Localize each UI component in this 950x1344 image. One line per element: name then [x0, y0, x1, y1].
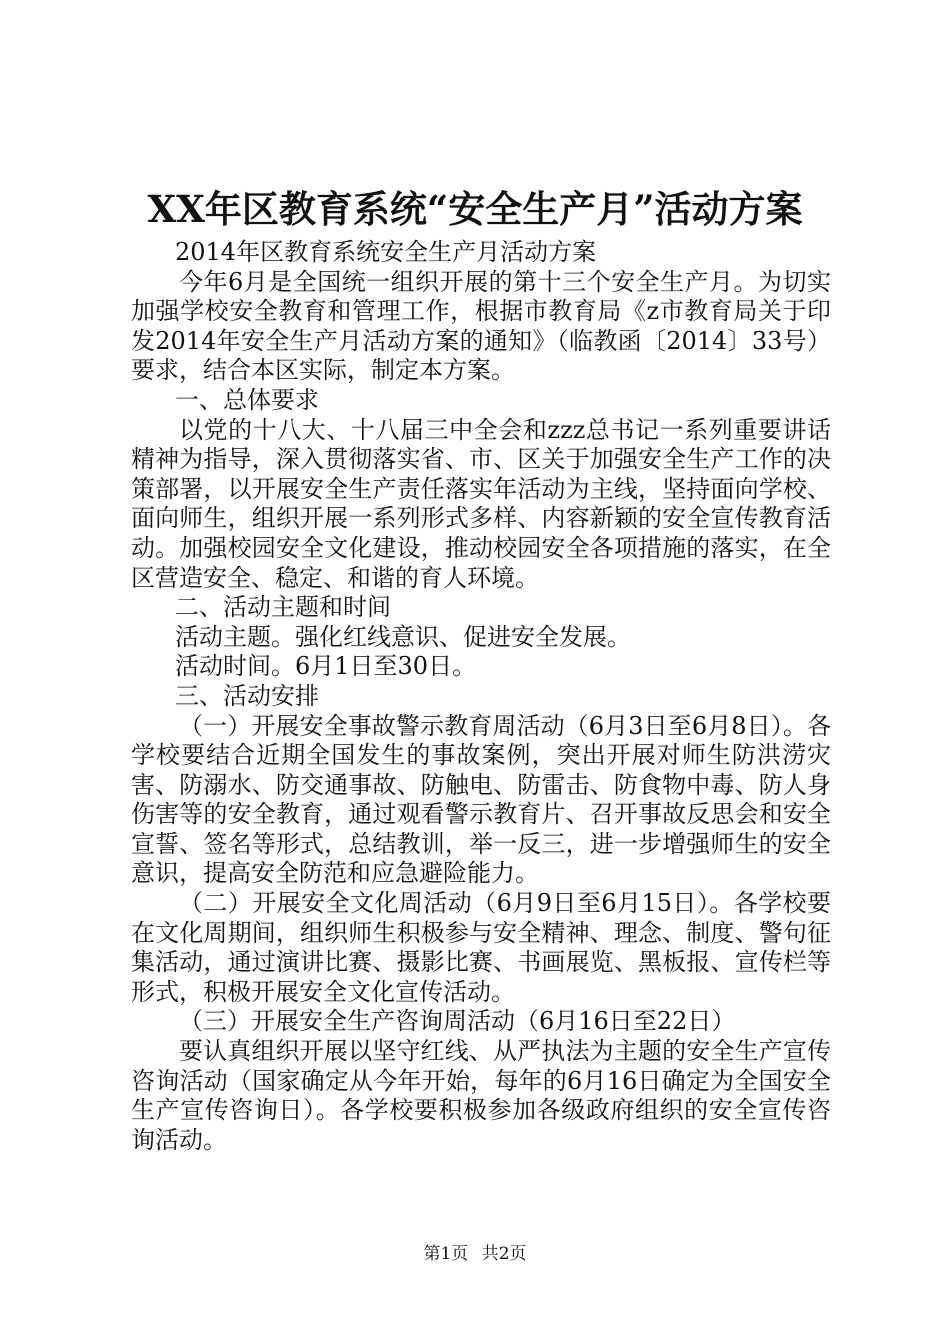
general-requirements-paragraph: 以党的十八大、十八届三中全会和zzz总书记一系列重要讲话精神为指导，深入贯彻落实省、市、区关于加强安全生产工作的决策部署，以开展安全生产责任落实年活动为主线，坚持面向学校、面向师生，组织开展一系列形式多样、内容新颖的安全宣传教育活动。加强校园安全文化建设，推动校园安全各项措施的落实，在全区营造安全、稳定、和谐的育人环境。: [131, 415, 831, 592]
arrangement-1-paragraph: （一）开展安全事故警示教育周活动（6月3日至6月8日）。各学校要结合近期全国发生的事故案例，突出开展对师生防洪涝灾害、防溺水、防交通事故、防触电、防雷击、防食物中毒、防人身伤害等的安全教育，通过观看警示教育片、召开事故反思会和安全宣誓、签名等形式，总结教训，举一反三，进一步增强师生的安全意识，提高安全防范和应急避险能力。: [131, 711, 831, 888]
page-footer: [0, 1242, 950, 1266]
intro-paragraph: 今年6月是全国统一组织开展的第十三个安全生产月。为切实加强学校安全教育和管理工作，根据市教育局《z市教育局关于印发2014年安全生产月活动方案的通知》（临教函〔2014〕33号）要求，结合本区实际，制定本方案。: [131, 267, 831, 385]
arrangement-2-paragraph: （二）开展安全文化周活动（6月9日至6月15日）。各学校要在文化周期间，组织师生积极参与安全精神、理念、制度、警句征集活动，通过演讲比赛、摄影比赛、书画展览、黑板报、宣传栏等形式，积极开展安全文化宣传活动。: [131, 889, 831, 1006]
activity-time-paragraph: 活动时间。6月1日至30日。: [175, 652, 477, 681]
section-heading-general-requirements: 一、总体要求: [175, 385, 319, 414]
page-number: 第1页: [423, 1244, 469, 1264]
page-total: 共2页: [481, 1244, 527, 1264]
arrangement-3-paragraph: 要认真组织开展以坚守红线、从严执法为主题的安全生产宣传咨询活动（国家确定从今年开始，每年的6月16日确定为全国安全生产宣传咨询日）。各学校要积极参加各级政府组织的安全宣传咨询活动。: [131, 1037, 831, 1154]
section-heading-theme-and-time: 二、活动主题和时间: [175, 593, 391, 622]
document-body: [131, 238, 831, 1155]
section-heading-arrangements: 三、活动安排: [175, 681, 319, 710]
activity-theme-paragraph: 活动主题。强化红线意识、促进安全发展。: [175, 622, 631, 651]
document-title: XX年区教育系统“安全生产月”活动方案: [147, 187, 803, 231]
subtitle-paragraph: 2014年区教育系统安全生产月活动方案: [175, 238, 597, 266]
arrangement-3-heading: （三）开展安全生产咨询周活动（6月16日至22日）: [179, 1007, 736, 1036]
